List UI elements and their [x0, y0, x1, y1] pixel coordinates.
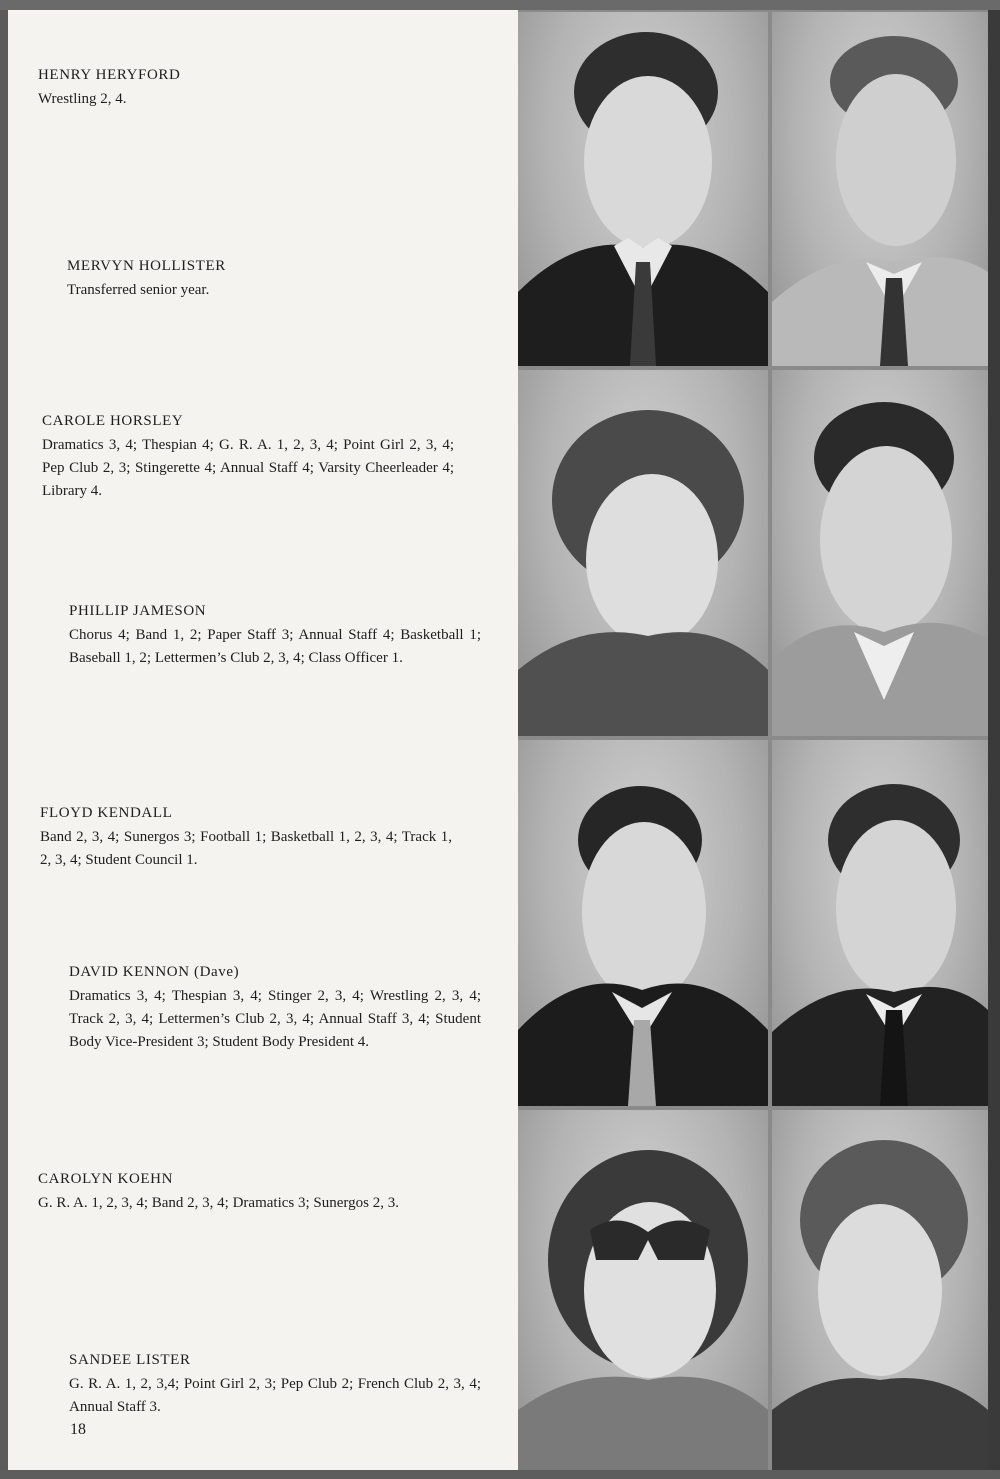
- student-name: PHILLIP JAMESON: [69, 603, 207, 619]
- portrait-david-kennon: [772, 740, 988, 1106]
- senior-entry-carole-horsley: [42, 413, 454, 503]
- portrait-floyd-kendall: [518, 740, 768, 1106]
- facing-page-edge: [988, 10, 1000, 1470]
- student-activities: Band 2, 3, 4; Sunergos 3; Football 1; Basketball 1, 2, 3, 4; Track 1, 2, 3, 4; Student Council 1.: [40, 829, 452, 868]
- student-name: CAROLE HORSLEY: [42, 413, 184, 429]
- portrait-phillip-jameson: [772, 370, 988, 736]
- student-name: HENRY HERYFORD: [38, 67, 181, 83]
- student-name: SANDEE LISTER: [69, 1352, 191, 1368]
- senior-entry-carolyn-koehn: [38, 1171, 450, 1215]
- portrait-carolyn-koehn: [518, 1110, 768, 1470]
- student-activities: Wrestling 2, 4.: [38, 91, 127, 107]
- senior-entry-mervyn-hollister: [67, 258, 479, 302]
- student-name: CAROLYN KOEHN: [38, 1171, 174, 1187]
- student-activities: Chorus 4; Band 1, 2; Paper Staff 3; Annual Staff 4; Basketball 1; Baseball 1, 2; Lettermen’s Club 2, 3, 4; Class Officer 1.: [69, 627, 481, 666]
- student-activities: Dramatics 3, 4; Thespian 4; G. R. A. 1, 2, 3, 4; Point Girl 2, 3, 4; Pep Club 2, 3; Stingerette 4; Annual Staff 4; Varsity Cheerleader 4; Library 4.: [42, 437, 454, 499]
- student-activities: G. R. A. 1, 2, 3,4; Point Girl 2, 3; Pep Club 2; French Club 2, 3, 4; Annual Staff 3.: [69, 1376, 481, 1415]
- senior-entry-phillip-jameson: [69, 603, 481, 670]
- portrait-henry-heryford: [518, 12, 768, 366]
- student-name: DAVID KENNON (Dave): [69, 964, 240, 980]
- student-name: FLOYD KENDALL: [40, 805, 173, 821]
- page-top-edge: [0, 0, 1000, 10]
- senior-entry-sandee-lister: [69, 1352, 481, 1419]
- page-number: 18: [70, 1421, 86, 1438]
- portrait-sandee-lister: [772, 1110, 988, 1470]
- student-activities: Dramatics 3, 4; Thespian 3, 4; Stinger 2, 3, 4; Wrestling 2, 3, 4; Track 2, 3, 4; Lettermen’s Club 2, 3, 4; Annual Staff 3, 4; Student Body Vice-President 3; Student Body President 4.: [69, 988, 481, 1050]
- senior-entry-floyd-kendall: [40, 805, 452, 872]
- student-activities: G. R. A. 1, 2, 3, 4; Band 2, 3, 4; Dramatics 3; Sunergos 2, 3.: [38, 1195, 399, 1211]
- student-activities: Transferred senior year.: [67, 282, 210, 298]
- student-name: MERVYN HOLLISTER: [67, 258, 226, 274]
- page-bottom-edge: [0, 1470, 1000, 1479]
- portrait-mervyn-hollister: [772, 12, 988, 366]
- portrait-carole-horsley: [518, 370, 768, 736]
- senior-entry-david-kennon: [69, 964, 481, 1054]
- senior-entry-henry-heryford: [38, 67, 478, 111]
